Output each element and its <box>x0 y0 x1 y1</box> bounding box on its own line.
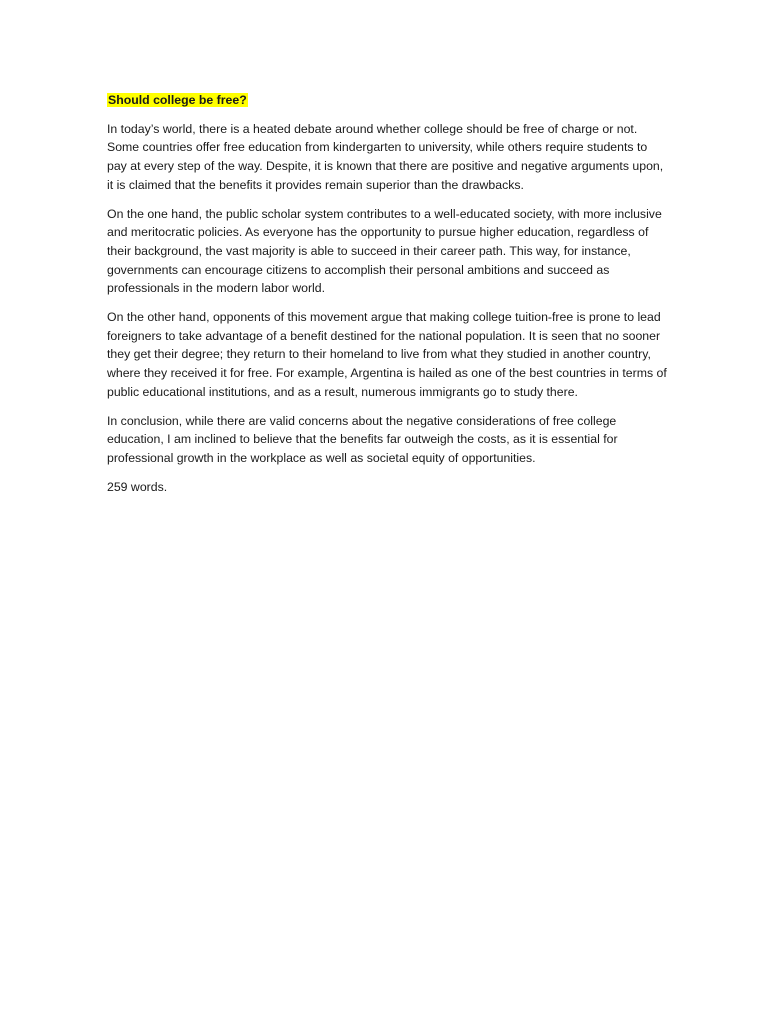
essay-title <box>107 91 667 110</box>
title-highlight: Should college be free? <box>108 93 247 107</box>
document-body <box>107 91 667 496</box>
paragraph-con: On the other hand, opponents of this movement argue that making college tuition-free is prone to lead foreigners to take advantage of a benefit destined for the national population. It is seen that no sooner they get their degree; they return to their homeland to live from what they studied in another country, where they received it for free. For example, Argentina is hailed as one of the best countries in terms of public educational institutions, and as a result, numerous immigrants go to study there. <box>107 310 667 399</box>
paragraph-intro: In today’s world, there is a heated debate around whether college should be free of charge or not. Some countries offer free education from kindergarten to university, while others require students to pay at every step of the way. Despite, it is known that there are positive and negative arguments upon, it is claimed that the benefits it provides remain superior than the drawbacks. <box>107 121 664 192</box>
paragraph-conclusion: In conclusion, while there are valid concerns about the negative considerations of free college education, I am inclined to believe that the benefits far outweigh the costs, as it is essential for professional growth in the workplace as well as societal equity of opportunities. <box>107 413 618 465</box>
paragraph-pro: On the one hand, the public scholar system contributes to a well-educated society, with more inclusive and meritocratic policies. As everyone has the opportunity to pursue higher education, regardless of their background, the vast majority is able to succeed in their career path. This way, for instance, governments can encourage citizens to accomplish their personal ambitions and succeed as professionals in the modern labor world. <box>107 206 662 296</box>
word-count: 259 words. <box>107 479 168 494</box>
